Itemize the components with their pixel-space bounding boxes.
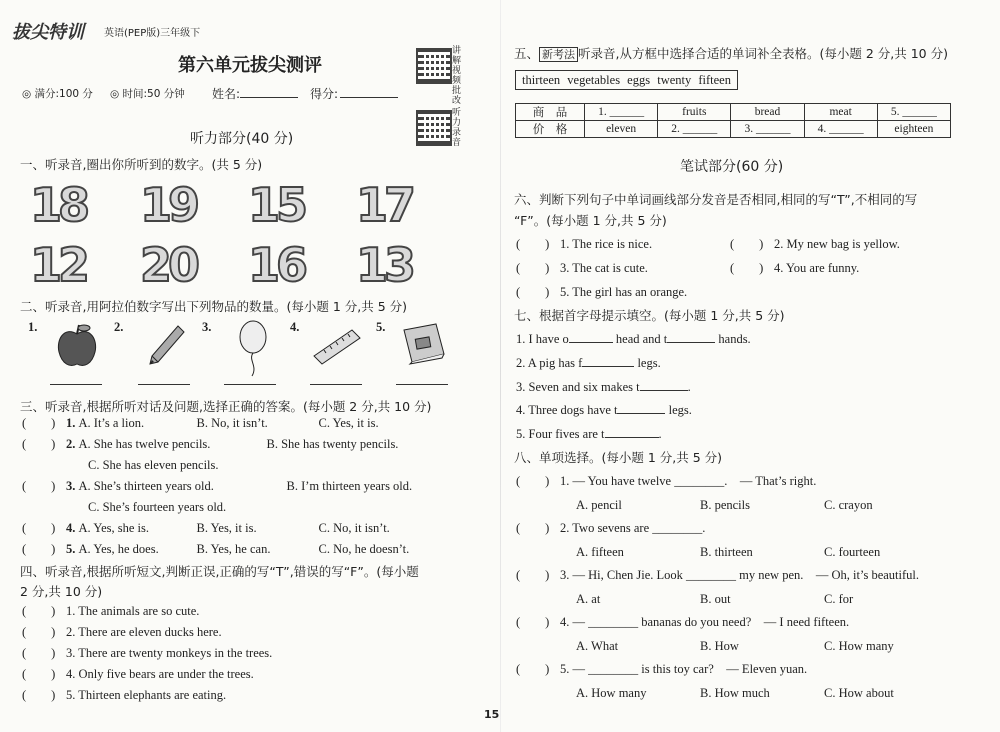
s2-answer-1[interactable] xyxy=(50,384,102,385)
answer-paren[interactable]: ( ) xyxy=(22,542,56,556)
s3-item-3c: C. She’s fourteen years old. xyxy=(88,500,227,514)
fill-blank[interactable] xyxy=(605,425,659,438)
answer-paren[interactable]: ( ) xyxy=(516,662,550,676)
s2-num-5: 5. xyxy=(376,320,386,334)
s8-q4-options xyxy=(576,637,894,655)
s3-item-2: ( ) 2. A. She has twelve pencils. B. She has twenty pencils. xyxy=(22,437,399,451)
number-picture-2[interactable]: 19 xyxy=(140,178,197,232)
table-cell[interactable]: 3. ______ xyxy=(731,121,804,138)
number-picture-7[interactable]: 16 xyxy=(248,238,305,292)
s2-answer-2[interactable] xyxy=(138,384,190,385)
number-picture-5[interactable]: 12 xyxy=(30,238,87,292)
option-a[interactable]: A. fifteen xyxy=(576,545,624,559)
s8-q5: ( ) 5. — ________ is this toy car? — Eleven yuan. xyxy=(516,662,808,676)
fill-blank[interactable] xyxy=(617,401,665,414)
answer-paren[interactable]: ( ) xyxy=(22,416,56,430)
s8-q1-options xyxy=(576,496,873,514)
answer-paren[interactable]: ( ) xyxy=(516,615,550,629)
fill-blank[interactable] xyxy=(640,378,688,391)
s3-item-2c: C. She has eleven pencils. xyxy=(88,458,219,472)
option-a[interactable]: A. pencil xyxy=(576,498,622,512)
option-a[interactable]: A. How many xyxy=(576,686,647,700)
qr-code-audio[interactable] xyxy=(416,110,452,146)
s1-heading: 一、听录音,圈出你所听到的数字。(共 5 分) xyxy=(20,157,263,172)
page-title: 第六单元拔尖测评 xyxy=(178,55,322,76)
s3-item-1: ( ) 1. A. It’s a lion. B. No, it isn’t. C. Yes, it is. xyxy=(22,416,379,430)
table-cell[interactable]: 2. ______ xyxy=(658,121,731,138)
qr-code-video[interactable] xyxy=(416,48,452,84)
name-field[interactable] xyxy=(240,97,298,98)
word-bank: thirteen vegetables eggs twenty fifteen xyxy=(515,70,738,90)
book-label: 英语(PEP版)三年级下 xyxy=(104,28,201,39)
writing-title: 笔试部分(60 分) xyxy=(680,159,784,175)
option-b[interactable]: B. pencils xyxy=(700,498,750,512)
s8-heading: 八、单项选择。(每小题 1 分,共 5 分) xyxy=(514,450,723,465)
s2-answer-5[interactable] xyxy=(396,384,448,385)
number-picture-4[interactable]: 17 xyxy=(356,178,413,232)
answer-paren[interactable]: ( ) xyxy=(516,285,550,299)
s8-q4: ( ) 4. — ________ bananas do you need? — I need fifteen. xyxy=(516,615,850,629)
s6-item-5: ( ) 5. The girl has an orange. xyxy=(516,285,688,299)
s2-answer-3[interactable] xyxy=(224,384,276,385)
price-table xyxy=(515,103,951,138)
s6-heading: 六、判断下列句子中单词画线部分发音是否相同,相同的写“T”,不相同的写 xyxy=(514,192,918,207)
option-c[interactable]: C. How about xyxy=(824,686,894,700)
s3-heading: 三、听录音,根据所听对话及问题,选择正确的答案。(每小题 2 分,共 10 分) xyxy=(20,399,432,414)
number-picture-3[interactable]: 15 xyxy=(248,178,305,232)
table-cell: meat xyxy=(804,104,877,121)
qr-label-audio: 听力录音 xyxy=(452,108,462,148)
s7-item-1: 1. I have o head and t hands. xyxy=(516,332,751,346)
s7-item-5: 5. Four fives are t . xyxy=(516,427,662,441)
number-picture-6[interactable]: 20 xyxy=(140,238,197,292)
option-b[interactable]: B. thirteen xyxy=(700,545,753,559)
answer-paren[interactable]: ( ) xyxy=(516,237,550,251)
balloon-icon xyxy=(238,320,268,378)
answer-paren[interactable]: ( ) xyxy=(22,521,56,535)
fill-blank[interactable] xyxy=(667,330,715,343)
s6-item-4: ( ) 4. You are funny. xyxy=(730,261,860,275)
s4-heading: 四、听录音,根据所听短文,判断正误,正确的写“T”,错误的写“F”。(每小题 xyxy=(20,564,419,579)
table-cell: 商 品 xyxy=(516,104,585,121)
answer-paren[interactable]: ( ) xyxy=(22,437,56,451)
answer-paren[interactable]: ( ) xyxy=(730,261,764,275)
s7-item-4: 4. Three dogs have t legs. xyxy=(516,403,692,417)
answer-paren[interactable]: ( ) xyxy=(22,646,56,660)
s6-heading-cont: “F”。(每小题 1 分,共 5 分) xyxy=(514,213,667,228)
s2-num-4: 4. xyxy=(290,320,300,334)
s6-item-1: ( ) 1. The rice is nice. xyxy=(516,237,653,251)
meta-score: ◎ 满分:100 分 xyxy=(22,88,93,100)
table-cell: eleven xyxy=(585,121,658,138)
s3-item-3: ( ) 3. A. She’s thirteen years old. B. I’m thirteen years old. xyxy=(22,479,413,493)
answer-paren[interactable]: ( ) xyxy=(22,688,56,702)
option-b[interactable]: B. How xyxy=(700,639,739,653)
s3-item-5: ( ) 5. A. Yes, he does. B. Yes, he can. C. No, he doesn’t. xyxy=(22,542,410,556)
s8-q2: ( ) 2. Two sevens are ________. xyxy=(516,521,706,535)
points-label: 得分: xyxy=(310,87,339,101)
option-c[interactable]: C. How many xyxy=(824,639,894,653)
s2-num-2: 2. xyxy=(114,320,124,334)
option-c[interactable]: C. fourteen xyxy=(824,545,881,559)
ruler-icon xyxy=(312,326,362,366)
answer-paren[interactable]: ( ) xyxy=(516,474,550,488)
s2-num-1: 1. xyxy=(28,320,38,334)
answer-paren[interactable]: ( ) xyxy=(22,667,56,681)
s7-heading: 七、根据首字母提示填空。(每小题 1 分,共 5 分) xyxy=(514,308,785,323)
s8-q3: ( ) 3. — Hi, Chen Jie. Look ________ my new pen. — Oh, it’s beautiful. xyxy=(516,568,919,582)
brand-logo: 拔尖特训 xyxy=(12,22,84,43)
s2-heading: 二、听录音,用阿拉伯数字写出下列物品的数量。(每小题 1 分,共 5 分) xyxy=(20,299,408,314)
option-a[interactable]: A. What xyxy=(576,639,619,653)
s8-q5-options xyxy=(576,684,894,702)
answer-paren[interactable]: ( ) xyxy=(516,568,550,582)
option-c[interactable]: C. crayon xyxy=(824,498,873,512)
table-cell[interactable]: 5. ______ xyxy=(877,104,950,121)
book-icon xyxy=(400,320,448,366)
s3-item-4: ( ) 4. A. Yes, she is. B. Yes, it is. C. No, it isn’t. xyxy=(22,521,390,535)
name-label: 姓名: xyxy=(212,87,241,101)
s8-q1: ( ) 1. — You have twelve ________. — That’s right. xyxy=(516,474,817,488)
meta-time: ◎ 时间:50 分钟 xyxy=(110,88,185,100)
number-picture-1[interactable]: 18 xyxy=(30,178,87,232)
s7-item-2: 2. A pig has f legs. xyxy=(516,356,661,370)
answer-paren[interactable]: ( ) xyxy=(22,604,56,618)
table-row xyxy=(516,104,951,121)
answer-paren[interactable]: ( ) xyxy=(516,261,550,275)
s8-q3-options xyxy=(576,590,853,608)
table-cell: bread xyxy=(731,104,804,121)
table-cell: eighteen xyxy=(877,121,950,138)
s4-item-5: ( ) 5. Thirteen elephants are eating. xyxy=(22,688,227,702)
answer-paren[interactable]: ( ) xyxy=(22,625,56,639)
points-field[interactable] xyxy=(340,97,398,98)
answer-paren[interactable]: ( ) xyxy=(516,521,550,535)
qr-label-video: 讲解视频批改 xyxy=(452,46,462,106)
s4-item-3: ( ) 3. There are twenty monkeys in the trees. xyxy=(22,646,273,660)
listening-title: 听力部分(40 分) xyxy=(190,131,294,147)
s2-num-3: 3. xyxy=(202,320,212,334)
fill-blank[interactable] xyxy=(569,330,613,343)
table-cell[interactable]: 4. ______ xyxy=(804,121,877,138)
s2-answer-4[interactable] xyxy=(310,384,362,385)
table-cell[interactable]: 1. ______ xyxy=(585,104,658,121)
answer-paren[interactable]: ( ) xyxy=(730,237,764,251)
page-fold xyxy=(500,0,501,732)
s6-item-2: ( ) 2. My new bag is yellow. xyxy=(730,237,900,251)
s5-heading: 五、 新考法 听录音,从方框中选择合适的单词补全表格。(每小题 2 分,共 10 分) xyxy=(514,46,948,61)
s4-item-4: ( ) 4. Only five bears are under the trees. xyxy=(22,667,254,681)
apple-icon xyxy=(54,322,100,370)
s7-item-3: 3. Seven and six makes t . xyxy=(516,380,691,394)
pencil-icon xyxy=(146,322,186,368)
new-method-tag: 新考法 xyxy=(539,47,578,62)
table-row xyxy=(516,121,951,138)
s4-item-2: ( ) 2. There are eleven ducks here. xyxy=(22,625,222,639)
option-b[interactable]: B. out xyxy=(700,592,731,606)
fill-blank[interactable] xyxy=(582,354,634,367)
option-c[interactable]: C. for xyxy=(824,592,854,606)
table-cell: fruits xyxy=(658,104,731,121)
answer-paren[interactable]: ( ) xyxy=(22,479,56,493)
s4-item-1: ( ) 1. The animals are so cute. xyxy=(22,604,200,618)
s8-q2-options xyxy=(576,543,880,561)
option-a[interactable]: A. at xyxy=(576,592,601,606)
table-cell: 价 格 xyxy=(516,121,585,138)
option-b[interactable]: B. How much xyxy=(700,686,770,700)
page-number: 15 xyxy=(484,708,500,721)
number-picture-8[interactable]: 13 xyxy=(356,238,413,292)
s4-heading-cont: 2 分,共 10 分) xyxy=(20,584,103,599)
s6-item-3: ( ) 3. The cat is cute. xyxy=(516,261,648,275)
